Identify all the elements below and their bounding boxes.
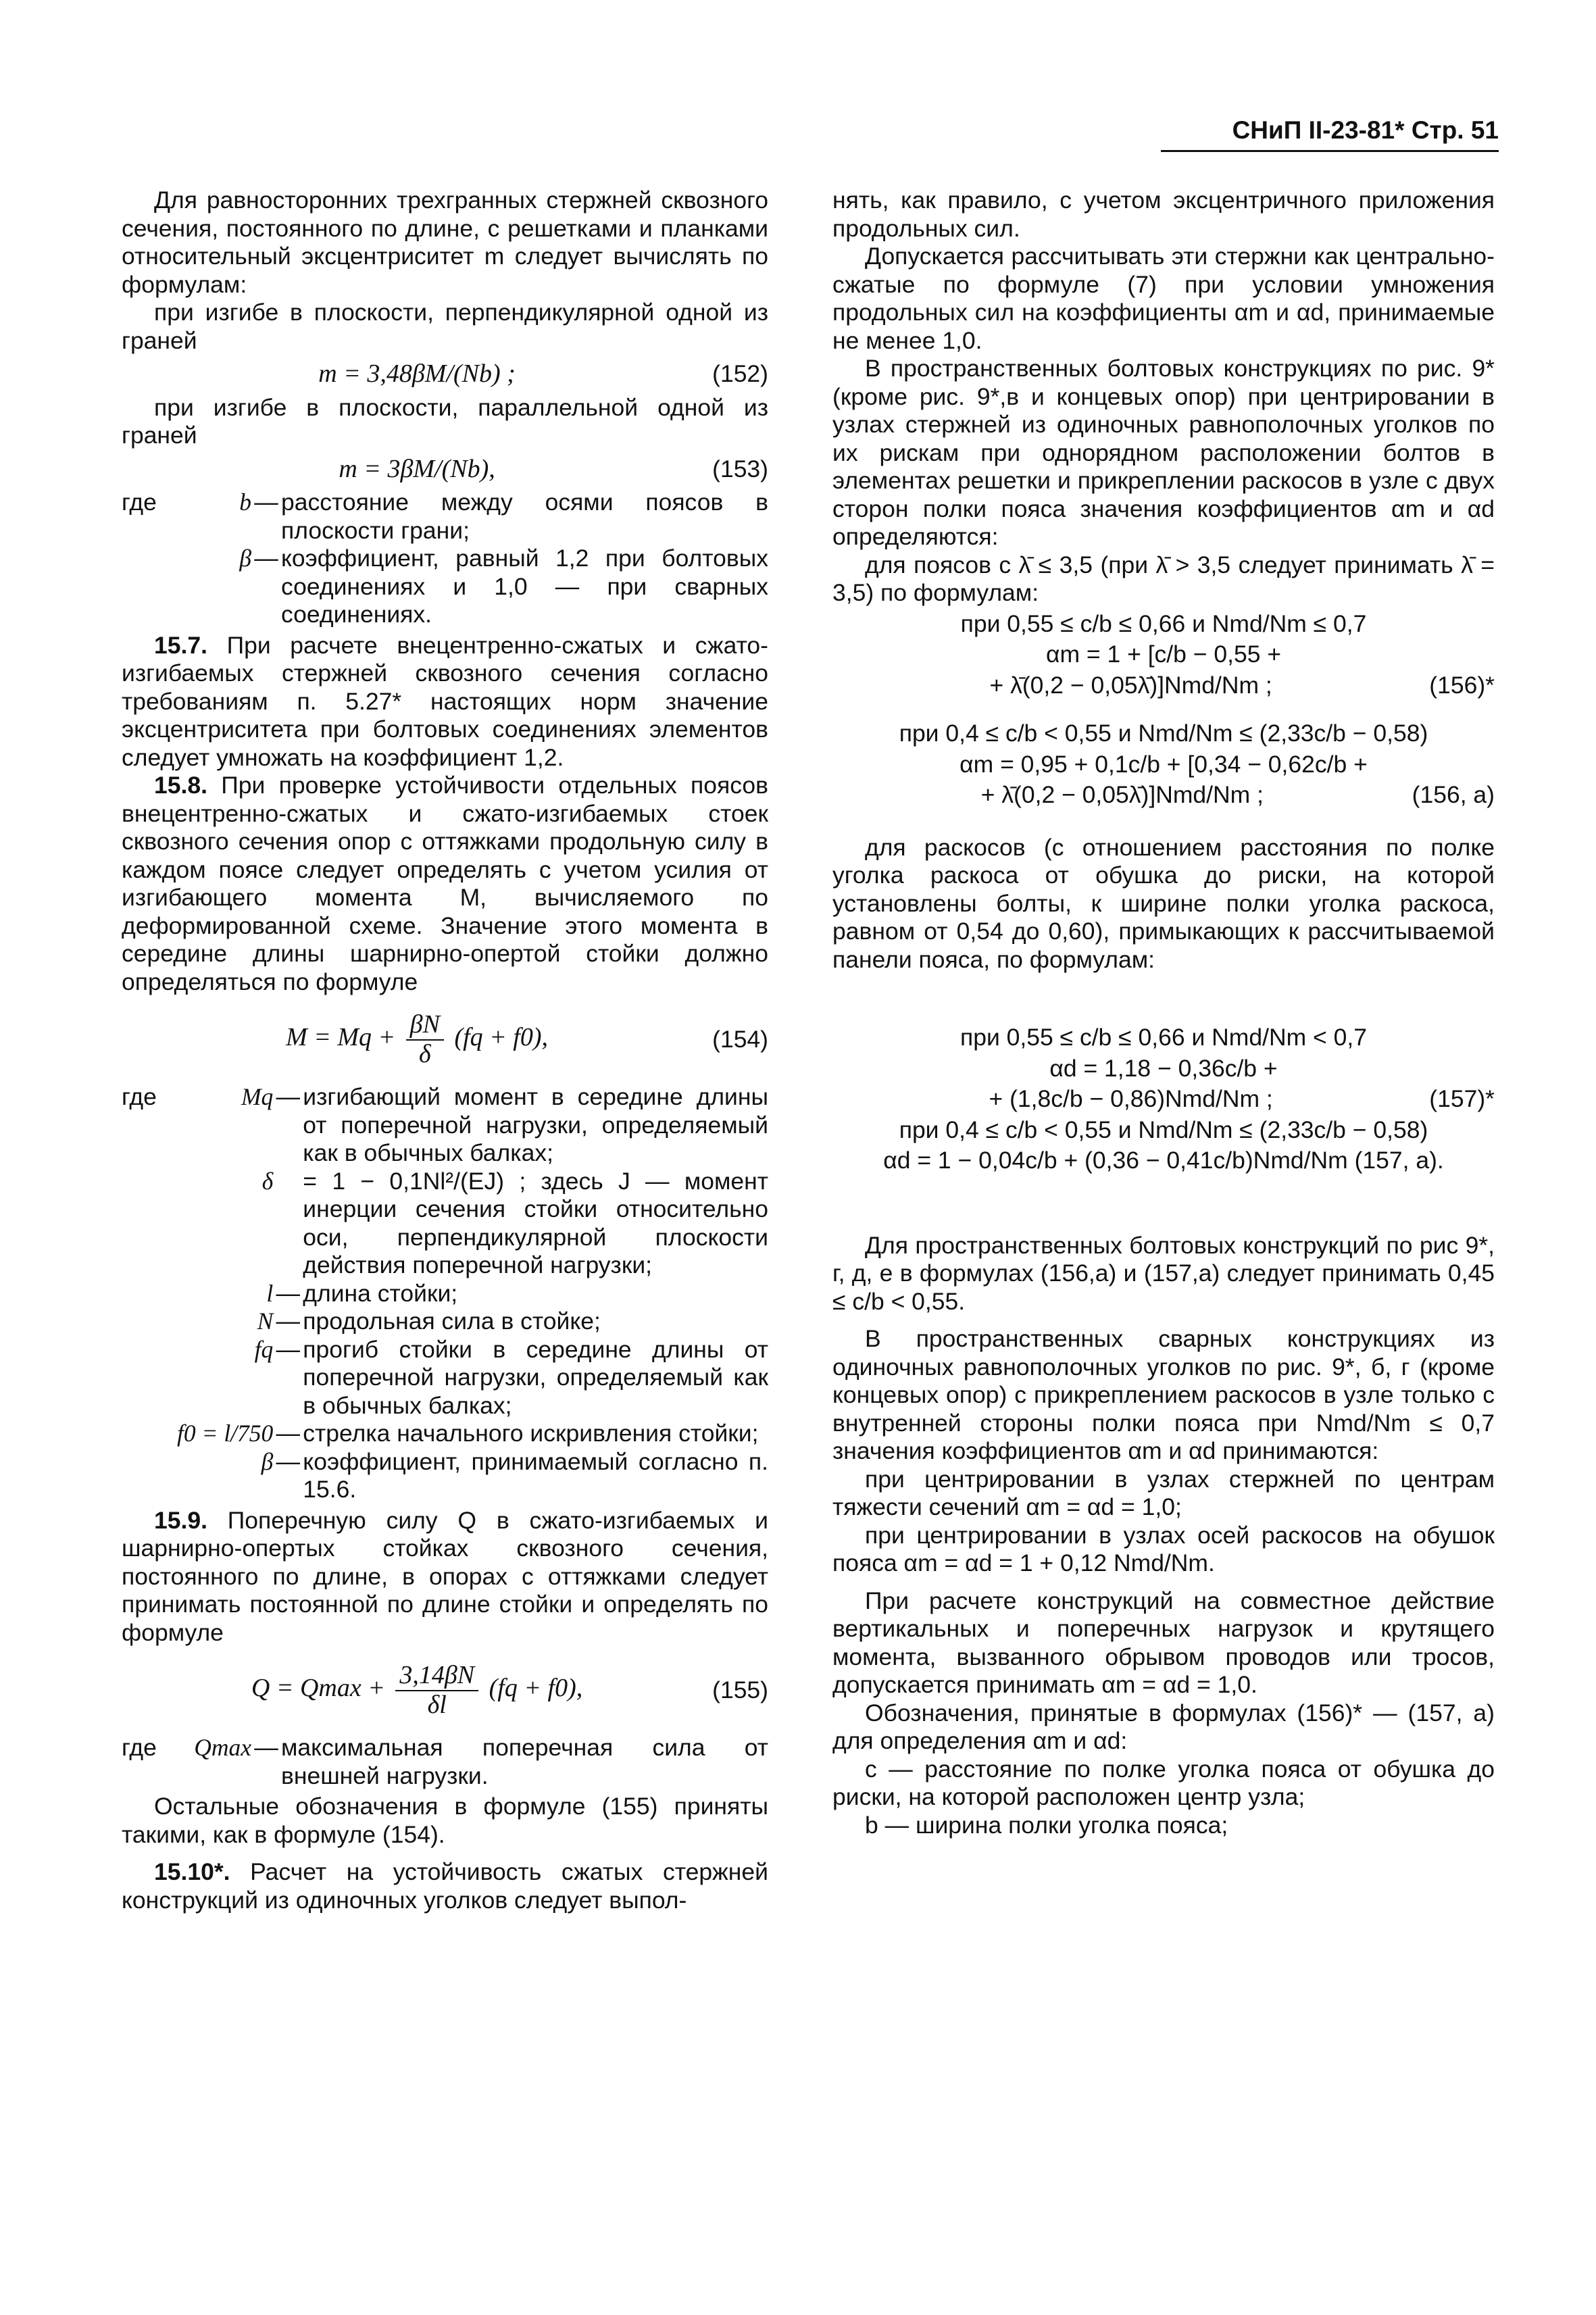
definition-text: расстояние между осями поясов в плоскости грани;	[281, 489, 768, 544]
fraction-numerator: 3,14βN	[395, 1662, 478, 1691]
definition-symbol: β	[261, 1447, 274, 1475]
section-15-9	[122, 1507, 768, 1647]
paragraph: при изгибе в плоскости, перпендикулярной одной из граней	[122, 299, 768, 354]
section-number: 15.10*.	[154, 1858, 230, 1885]
fraction-denominator: δl	[427, 1690, 447, 1719]
formula-153	[122, 455, 768, 484]
definition-row: где Mq — изгибающий момент в середине длины от поперечной нагрузки, определяемый как в обычных балках;	[122, 1083, 768, 1166]
formula-expr: m = 3,48βM/(Nb) ;	[318, 359, 516, 388]
definition-symbol: l	[266, 1279, 274, 1307]
formula-line: + λ̄(0,2 − 0,05λ̄)]Nmd/Nm ;	[980, 781, 1264, 808]
doc-code: СНиП II-23-81*	[1232, 116, 1405, 144]
definition-symbol: Mq	[241, 1083, 274, 1110]
paragraph: Для равносторонних трехгранных стержней сквозного сечения, постоянного по длине, с решетками и планками относительный эксцентриситет m следует вычислять по формулам:	[122, 186, 768, 298]
definition-row: β — коэффициент, равный 1,2 при болтовых соединениях и 1,0 — при сварных соединениях.	[122, 545, 768, 629]
formula-157	[832, 1024, 1495, 1175]
formula-rhs: (fq + f0),	[489, 1674, 583, 1703]
formula-lhs: M = Mq +	[286, 1023, 396, 1052]
definition-symbol: Qmax	[194, 1734, 251, 1761]
definition-row: f0 = l/750 — стрелка начального искривления стойки;	[122, 1420, 768, 1448]
definition-text: продольная сила в стойке;	[303, 1308, 601, 1335]
formula-line: при 0,55 ≤ c/b ≤ 0,66 и Nmd/Nm ≤ 0,7	[960, 609, 1367, 637]
definition-text: коэффициент, равный 1,2 при болтовых соединениях и 1,0 — при сварных соединениях.	[281, 545, 768, 628]
paragraph: Допускается рассчитывать эти стержни как центрально-сжатые по формуле (7) при условии умножения продольных сил на коэффициенты αm и αd, принимаемые не менее 1,0.	[832, 243, 1495, 354]
definition-text: коэффициент, принимаемый согласно п. 15.6.	[303, 1447, 768, 1503]
formula-line: αm = 1 + [c/b − 0,55 +	[1045, 641, 1282, 668]
definition-row: β — коэффициент, принимаемый согласно п. 15.6.	[122, 1448, 768, 1504]
definitions-155	[122, 1734, 768, 1790]
formula-line: αd = 1 − 0,04c/b + (0,36 − 0,41c/b)Nmd/Nm (157, а).	[883, 1147, 1444, 1174]
definition-symbol: f0 = l/750	[177, 1420, 274, 1447]
formula-number: (156, а)	[1412, 781, 1495, 808]
formula-156a	[832, 720, 1495, 810]
definition-text: максимальная поперечная сила от внешней нагрузки.	[281, 1734, 768, 1789]
fraction-numerator: βN	[406, 1011, 444, 1041]
definition-text: стрелка начального искривления стойки;	[303, 1420, 759, 1447]
page-number: Стр. 51	[1411, 116, 1499, 144]
formula-line: при 0,4 ≤ c/b < 0,55 и Nmd/Nm ≤ (2,33c/b − 0,58)	[899, 1116, 1428, 1143]
formula-rhs: (fq + f0),	[454, 1023, 549, 1052]
formula-number: (157)*	[1429, 1085, 1495, 1112]
paragraph: Для пространственных болтовых конструкций по рис 9*, г, д, е в формулах (156,а) и (157,а) следует принимать 0,45 ≤ c/b < 0,55.	[832, 1231, 1495, 1315]
definition-symbol: δ	[261, 1167, 274, 1195]
where-label: где	[122, 1734, 157, 1761]
formula-154	[122, 1011, 768, 1068]
definition-row	[122, 1168, 768, 1280]
paragraph: нять, как правило, с учетом эксцентричного приложения продольных сил.	[832, 186, 1495, 242]
formula-number: (153)	[712, 455, 768, 482]
right-column	[832, 186, 1495, 1839]
definition-row: fq — прогиб стойки в середине длины от поперечной нагрузки, определяемый как в обычных балках;	[122, 1336, 768, 1420]
section-number: 15.8.	[154, 772, 207, 799]
formula-number: (155)	[712, 1676, 768, 1703]
formula-number: (154)	[712, 1025, 768, 1053]
paragraph: При расчете конструкций на совместное действие вертикальных и поперечных нагрузок и крутящего момента, вызванного обрывом проводов или тросов, допускается принимать αm = αd = 1,0.	[832, 1587, 1495, 1698]
definition-text: = 1 − 0,1Nl²/(EJ) ; здесь J — момент инерции сечения стойки относительно оси, перпендикулярной плоскости действия поперечной нагрузки;	[303, 1167, 768, 1278]
where-label: где	[122, 489, 157, 516]
definition-row: где Qmax — максимальная поперечная сила от внешней нагрузки.	[122, 1734, 768, 1789]
section-15-7	[122, 632, 768, 772]
formula-number: (156)*	[1429, 671, 1495, 699]
section-text: При расчете внецентренно-сжатых и сжато-изгибаемых стержней сквозного сечения согласно требованиям п. 5.27* настоящих норм значение эксцентриситета при болтовых соединениях элементов следует умножать на коэффициент 1,2.	[122, 631, 768, 771]
definition-row: где b — расстояние между осями поясов в плоскости грани;	[122, 489, 768, 544]
section-15-8	[122, 772, 768, 996]
left-column	[122, 186, 768, 1914]
formula-lhs: Q = Qmax +	[251, 1674, 385, 1703]
definitions-153	[122, 489, 768, 629]
fraction-denominator: δ	[418, 1039, 431, 1068]
section-15-10	[122, 1858, 768, 1914]
section-number: 15.9.	[154, 1506, 207, 1534]
section-text: Поперечную силу Q в сжато-изгибаемых и шарнирно-опертых стойках сквозного сечения, постоянного по длине, в опорах с оттяжками следует принимать постоянной по длине стойки и определять по формуле	[122, 1506, 768, 1646]
formula-155	[122, 1662, 768, 1719]
definition-text: изгибающий момент в середине длины от поперечной нагрузки, определяемый как в обычных балках;	[303, 1083, 768, 1166]
formula-number: (152)	[712, 360, 768, 387]
list-item: b — ширина полки уголка пояса;	[865, 1811, 1228, 1839]
where-label: где	[122, 1083, 157, 1110]
list-item: c — расстояние по полке уголка пояса от обушка до риски, на которой расположен центр узла;	[832, 1755, 1495, 1810]
paragraph: для раскосов (с отношением расстояния по полке уголка раскоса от обушка до риски, на которой установлены болты, к ширине полки уголка раскоса, равном от 0,54 до 0,60), примыкающих к рассчитываемой панели пояса, по формулам:	[832, 833, 1495, 973]
definition-symbol: N	[257, 1308, 274, 1335]
formula-line: + λ̄(0,2 − 0,05λ̄)]Nmd/Nm ;	[989, 671, 1272, 699]
definition-symbol: b	[239, 489, 251, 516]
definition-symbol: fq	[254, 1335, 274, 1363]
page-header	[1161, 116, 1499, 152]
formula-156	[832, 610, 1495, 700]
fraction	[406, 1011, 444, 1068]
paragraph: для поясов с λ̄ ≤ 3,5 (при λ̄ > 3,5 следует принимать λ̄ = 3,5) по формулам:	[832, 551, 1495, 606]
paragraph: Обозначения, принятые в формулах (156)* — (157, а) для определения αm и αd:	[832, 1699, 1495, 1754]
section-text: При проверке устойчивости отдельных поясов внецентренно-сжатых и сжато-изгибаемых стоек сквозного сечения опор с оттяжками продольную силу в каждом поясе следует определять с учетом усилия от изгибающего момента M, вычисляемого по деформированной схеме. Значение этого момента в середине длины шарнирно-опертой стойки должно определяться по формуле	[122, 772, 768, 995]
fraction	[395, 1662, 478, 1719]
paragraph: при центрировании в узлах стержней по центрам тяжести сечений αm = αd = 1,0;	[832, 1465, 1495, 1520]
section-number: 15.7.	[154, 631, 207, 659]
paragraph: В пространственных сварных конструкциях из одиночных равнополочных уголков по рис. 9*, б, г (кроме концевых опор) с прикреплением раскосов в узле только с внутренней стороны полки пояса при Nmd/Nm ≤ 0,7 значения коэффициентов αm и αd принимаются:	[832, 1325, 1495, 1464]
formula-line: + (1,8c/b − 0,86)Nmd/Nm ;	[989, 1085, 1273, 1112]
definitions-154	[122, 1083, 768, 1504]
definition-text: длина стойки;	[303, 1279, 458, 1307]
definition-row: N — продольная сила в стойке;	[122, 1308, 768, 1336]
definition-symbol: β	[239, 545, 251, 572]
paragraph: при центрировании в узлах осей раскосов на обушок пояса αm = αd = 1 + 0,12 Nmd/Nm.	[832, 1521, 1495, 1576]
paragraph: В пространственных болтовых конструкциях по рис. 9* (кроме рис. 9*,в и концевых опор) при центрировании в узлах стержней из одиночных равнополочных уголков по их рискам при однорядном расположении болтов в элементах решетки и прикреплении раскосов в узле с двух сторон полки пояса значения коэффициентов αm и αd определяются:	[832, 355, 1495, 550]
formula-line: αd = 1,18 − 0,36c/b +	[1049, 1054, 1278, 1082]
section-text: Расчет на устойчивость сжатых стержней конструкций из одиночных уголков следует выпол-	[122, 1858, 768, 1914]
paragraph: при изгибе в плоскости, параллельной одной из граней	[122, 393, 768, 449]
paragraph: Остальные обозначения в формуле (155) приняты такими, как в формуле (154).	[122, 1793, 768, 1848]
formula-152	[122, 360, 768, 389]
formula-line: при 0,55 ≤ c/b ≤ 0,66 и Nmd/Nm < 0,7	[959, 1024, 1367, 1051]
formula-line: αm = 0,95 + 0,1c/b + [0,34 − 0,62c/b +	[959, 750, 1368, 778]
definition-text: прогиб стойки в середине длины от поперечной нагрузки, определяемый как в обычных балках;	[303, 1335, 768, 1419]
formula-line: при 0,4 ≤ c/b < 0,55 и Nmd/Nm ≤ (2,33c/b − 0,58)	[899, 720, 1428, 747]
formula-expr: m = 3βM/(Nb),	[339, 454, 495, 483]
definition-row: l — длина стойки;	[122, 1280, 768, 1308]
